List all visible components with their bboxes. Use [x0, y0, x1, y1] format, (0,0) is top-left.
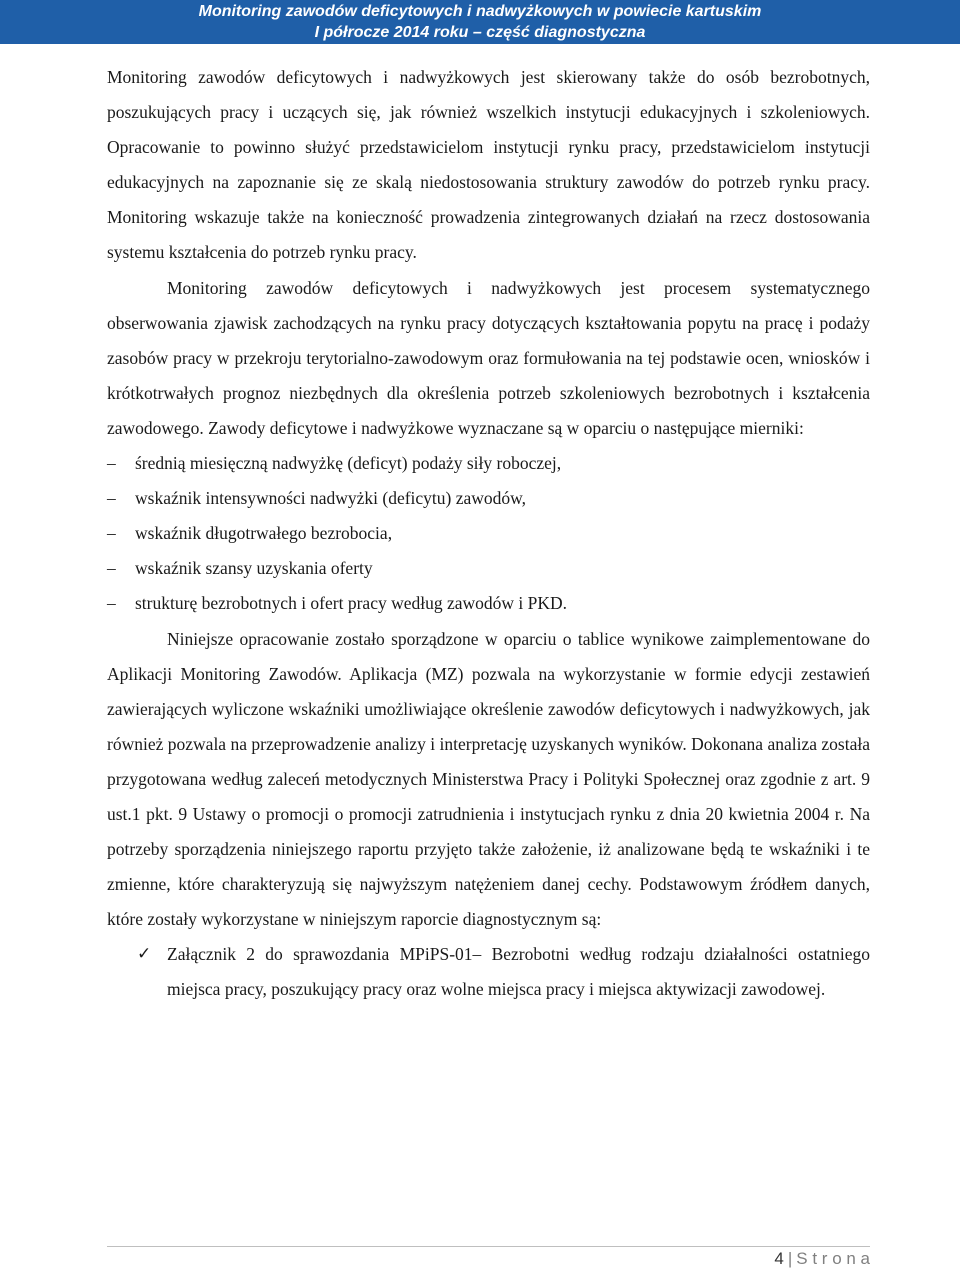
footer-separator: | [787, 1249, 793, 1268]
list-item [107, 516, 870, 551]
dash-bullet-icon: – [107, 523, 116, 544]
page-footer [774, 1247, 870, 1271]
footer-divider [107, 1246, 870, 1247]
list-item-text: średnią miesięczną nadwyżkę (deficyt) podaży siły roboczej, [135, 453, 562, 474]
list-item [107, 586, 870, 621]
dash-bullet-icon: – [107, 453, 116, 474]
list-item-text: strukturę bezrobotnych i ofert pracy według zawodów i PKD. [135, 593, 568, 614]
header-title: Monitoring zawodów deficytowych i nadwyżkowych w powiecie kartuskim [198, 3, 762, 20]
document-body [107, 60, 870, 1008]
page-number: 4 [774, 1249, 784, 1268]
list-item [107, 551, 870, 586]
paragraph-intro: Monitoring zawodów deficytowych i nadwyżkowych jest skierowany także do osób bezrobotnych, poszukujących pracy i uczących się, jak również wszelkich instytucji edukacyjnych i szkoleniowych. Opracowanie to powinno służyć przedstawicielom instytucji rynku pracy, przedstawicielom instytucji edukacyjnych na zapoznanie się ze skalą niedostosowania struktury zawodów do potrzeb rynku pracy. Monitoring wskazuje także na konieczność prowadzenia zintegrowanych działań na rzecz dostosowania systemu kształcenia do potrzeb rynku pracy. [107, 67, 870, 263]
sources-list [107, 937, 870, 1007]
dash-bullet-icon: – [107, 558, 116, 579]
list-item [107, 937, 870, 1007]
paragraph-methodology: Niniejsze opracowanie zostało sporządzone w oparciu o tablice wynikowe zaimplementowane do Aplikacji Monitoring Zawodów. Aplikacja (MZ) pozwala na wykorzystanie w formie edycji zestawień zawierających wyliczone wskaźniki umożliwiające określenie zawodów deficytowych i nadwyżkowych, jak również pozwala na przeprowadzenie analizy i interpretację uzyskanych wyników. Dokonana analiza została przygotowana według zaleceń metodycznych Ministerstwa Pracy i Polityki Społecznej oraz zgodnie z art. 9 ust.1 pkt. 9 Ustawy o promocji o promocji zatrudnienia i instytucjach rynku z dnia 20 kwietnia 2004 r. Na potrzeby sporządzenia niniejszego raportu przyjęto także założenie, iż analizowane będą te wskaźniki i te zmienne, które charakteryzują się najwyższym natężeniem danej cechy. Podstawowym źródłem danych, które zostały wykorzystane w niniejszym raporcie diagnostycznym są: [107, 628, 870, 930]
page-label: S t r o n a [796, 1249, 870, 1268]
checkmark-icon: ✓ [137, 944, 152, 965]
list-item [107, 446, 870, 481]
paragraph-monitoring-process: Monitoring zawodów deficytowych i nadwyżkowych jest procesem systematycznego obserwowania zjawisk zachodzących na rynku pracy dotyczących kształtowania popytu na pracę i podaży zasobów pracy w przekroju terytorialno-zawodowym oraz formułowania na tej podstawie ocen, wniosków i krótkotrwałych prognoz niezbędnych dla określenia potrzeb szkoleniowych bezrobotnych i kształcenia zawodowego. Zawody deficytowe i nadwyżkowe wyznaczane są w oparciu o następujące mierniki: [107, 277, 870, 438]
page-header [0, 0, 960, 44]
dash-bullet-icon: – [107, 593, 116, 614]
list-item-text: wskaźnik długotrwałego bezrobocia, [135, 523, 393, 544]
list-item [107, 481, 870, 516]
list-item-text: wskaźnik intensywności nadwyżki (deficytu) zawodów, [135, 488, 527, 509]
list-item-text: wskaźnik szansy uzyskania oferty [135, 558, 373, 579]
dash-bullet-icon: – [107, 488, 116, 509]
list-item-text: Załącznik 2 do sprawozdania MPiPS-01– Bezrobotni według rodzaju działalności ostatniego miejsca pracy, poszukujący pracy oraz wolne miejsca pracy i miejsca aktywizacji zawodowej. [167, 944, 870, 1000]
measures-list [107, 446, 870, 621]
header-subtitle: I półrocze 2014 roku – część diagnostyczna [314, 24, 646, 41]
